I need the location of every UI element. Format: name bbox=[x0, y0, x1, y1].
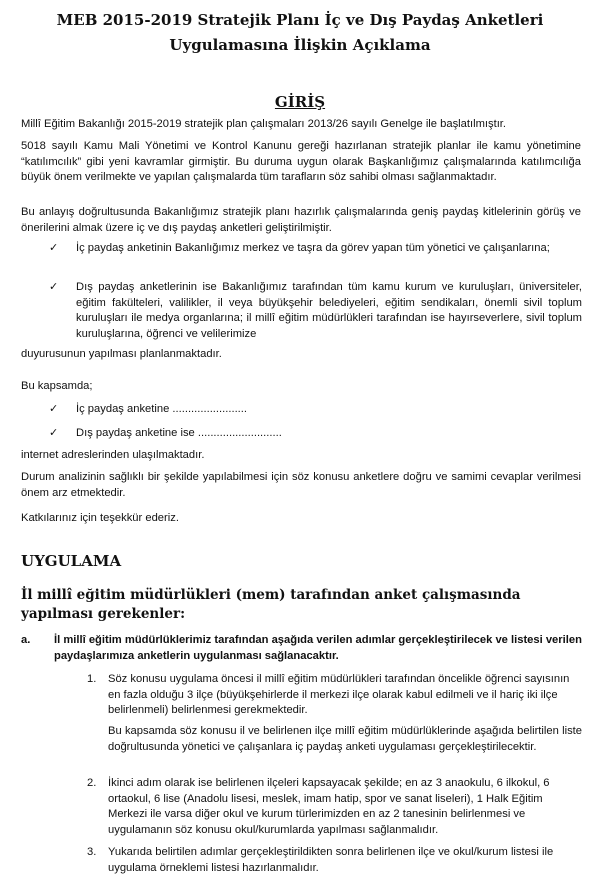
document-title-line2: Uygulamasına İlişkin Açıklama bbox=[169, 36, 431, 54]
bullet-ic-paydas: İç paydaş anketinin Bakanlığımız merkez ve taşra da görev yapan tüm yönetici ve çalışanlarına; bbox=[76, 242, 550, 254]
uygulama-heading: UYGULAMA bbox=[21, 552, 122, 570]
step-3-text: Yukarıda belirtilen adımlar gerçekleştirildikten sonra belirlenen ilçe ve okul/kurum listesi ile uygulama örneklemi listesi hazırlanmalıdır. bbox=[108, 846, 554, 874]
giris-paragraph-2: 5018 sayılı Kamu Mali Yönetimi ve Kontrol Kanunu gereği hazırlanan stratejik planlar ile kamu yönetimine “katılımcılık” gibi yeni kavramlar girmiştir. Bu duruma uygun olarak Başkanlığımız çalışmalarında katılımcılığa büyük önem verilmekte ve yapılan çalışmalarda tüm tarafların söz sahibi olması sağlanmaktadır. bbox=[21, 140, 581, 183]
item-a-text: İl millî eğitim müdürlüklerimiz tarafından aşağıda verilen adımlar gerçekleştirilecek ve listesi verilen paydaşlarımıza anketlerin uygulanması sağlanacaktır. bbox=[54, 634, 582, 662]
giris-paragraph-5: Bu kapsamda; bbox=[21, 380, 93, 392]
giris-paragraph-1: Millî Eğitim Bakanlığı 2015-2019 stratejik plan çalışmaları 2013/26 sayılı Genelge ile başlatılmıştır. bbox=[21, 118, 507, 130]
bullet-dis-paydas: Dış paydaş anketlerinin ise Bakanlığımız tarafından tüm kamu kurum ve kuruluşları, üniversiteler, eğitim fakülteleri, valilikler, il veya büyükşehir belediyeleri, eğitim sendikaları, önemli sivil toplum kuruluşları ile medya organlarına; il millî eğitim müdürlükleri tarafından ise hayırseverlere, sivil toplum kuruluşlarına, öğrenci ve velilerimize bbox=[76, 281, 582, 340]
giris-paragraph-6: internet adreslerinden ulaşılmaktadır. bbox=[21, 449, 205, 461]
checkmark-icon: ✓ bbox=[49, 280, 59, 293]
step-2-text: İkinci adım olarak ise belirlenen ilçeleri kapsayacak şekilde; en az 3 anaokulu, 6 ilkokul, 6 ortaokul, 6 lise (Anadolu lisesi, meslek, imam hatip, spor ve sanat liseleri), 1 Halk Eğitim Merkezi ile varsa diğer okul ve kurum türlerimizden en az 2 tanesinin belirlenmesi ve uygulamanın söz konusu okul/kurumlarda yapılması sağlanmalıdır. bbox=[108, 777, 550, 836]
giris-paragraph-7: Durum analizinin sağlıklı bir şekilde yapılabilmesi için söz konusu anketlere doğru ve samimi cevaplar verilmesi önem arz etmektedir. bbox=[21, 471, 581, 499]
giris-heading: GİRİŞ bbox=[274, 93, 326, 111]
giris-paragraph-8: Katkılarınız için teşekkür ederiz. bbox=[21, 512, 179, 524]
step-1-text-continued: Bu kapsamda söz konusu il ve belirlenen ilçe millî eğitim müdürlüklerinde aşağıda belirtilen liste doğrultusunda yönetici ve çalışanlara iç paydaş anketi uygulaması gerçekleştirilecektir. bbox=[108, 725, 582, 753]
document-title-line1: MEB 2015-2019 Stratejik Planı İç ve Dış Paydaş Anketleri bbox=[56, 11, 544, 29]
bullet-ic-anket-link: İç paydaş anketine ........................ bbox=[76, 403, 247, 415]
uygulama-subheading: İl millî eğitim müdürlükleri (mem) tarafından anket çalışmasında yapılması gerekenler: bbox=[21, 587, 521, 622]
step-number: 2. bbox=[87, 777, 97, 789]
giris-paragraph-3: Bu anlayış doğrultusunda Bakanlığımız stratejik planı hazırlık çalışmalarında geniş paydaş kitlelerinin görüş ve önerilerini almak üzere iç ve dış paydaş anketleri geliştirilmiştir. bbox=[21, 206, 581, 234]
checkmark-icon: ✓ bbox=[49, 241, 59, 254]
step-1-text: Söz konusu uygulama öncesi il millî eğitim müdürlükleri tarafından öncelikle öğrenci sayısının en fazla olduğu 3 ilçe (büyükşehirlerde il merkezi ilçe olarak kabul edilmeli ve il hariç iki ilçe belirlenmeli) belirlenmesi gerekmektedir. bbox=[108, 673, 570, 716]
step-number: 1. bbox=[87, 673, 97, 685]
item-a-label: a. bbox=[21, 634, 31, 646]
bullet-dis-anket-link: Dış paydaş anketine ise ........................... bbox=[76, 427, 282, 439]
checkmark-icon: ✓ bbox=[49, 402, 59, 415]
giris-paragraph-4: duyurusunun yapılması planlanmaktadır. bbox=[21, 348, 222, 360]
checkmark-icon: ✓ bbox=[49, 426, 59, 439]
step-number: 3. bbox=[87, 846, 97, 858]
